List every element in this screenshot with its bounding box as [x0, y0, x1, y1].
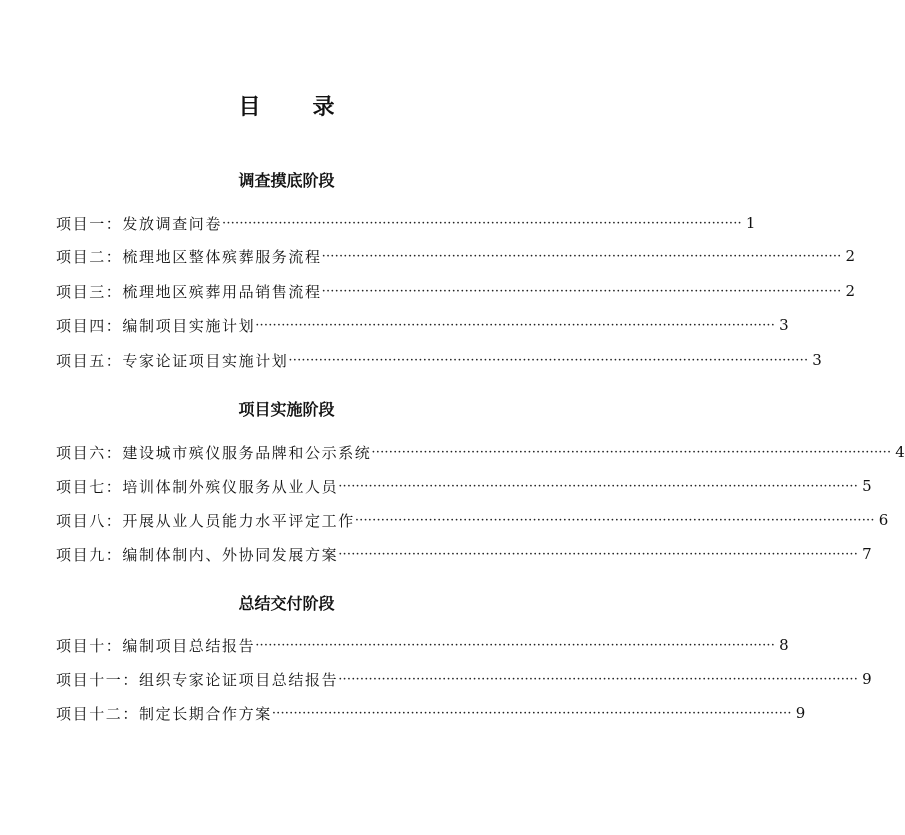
toc-entry-page: 1	[745, 214, 756, 232]
toc-entry-page: 4	[895, 443, 905, 461]
toc-leader-dots: ························································································································	[321, 248, 842, 264]
page-title-part2: 录	[312, 95, 335, 120]
toc-entry-page: 7	[862, 545, 872, 563]
toc-entry-page: 9	[862, 670, 872, 688]
toc-entry[interactable]	[56, 668, 872, 690]
section-heading-survey: 调查摸底阶段	[238, 171, 335, 190]
toc-entry-page: 5	[862, 477, 872, 495]
toc-entry[interactable]	[56, 314, 789, 336]
toc-entry-page: 9	[795, 704, 806, 722]
toc-leader-dots: ························································································································	[354, 512, 875, 528]
toc-entry-page: 8	[779, 636, 789, 654]
toc-entry[interactable]	[56, 543, 872, 565]
toc-entry[interactable]	[56, 245, 856, 267]
toc-leader-dots: ························································································································	[222, 215, 742, 231]
toc-entry-label: 项目七：培训体制外殡仪服务从业人员	[56, 477, 339, 496]
toc-leader-dots: ························································································································	[338, 478, 859, 494]
toc-leader-dots: ························································································································	[321, 283, 842, 299]
toc-entry-label: 项目六：建设城市殡仪服务品牌和公示系统	[56, 443, 372, 462]
toc-entry-label: 项目五：专家论证项目实施计划	[56, 351, 289, 370]
toc-entry[interactable]	[56, 475, 872, 497]
toc-entry-label: 项目一：发放调查问卷	[56, 214, 223, 233]
page-title-part1: 目	[238, 95, 261, 120]
toc-entry-page: 3	[779, 316, 789, 334]
toc-entry[interactable]	[56, 212, 756, 234]
toc-leader-dots: ························································································································	[338, 546, 859, 562]
toc-entry-page: 2	[845, 282, 856, 300]
section-heading-summary: 总结交付阶段	[238, 594, 335, 613]
toc-leader-dots: ························································································································	[338, 671, 859, 687]
toc-entry[interactable]	[56, 509, 889, 531]
toc-leader-dots: ························································································································	[371, 444, 892, 460]
toc-entry[interactable]	[56, 280, 856, 302]
toc-entry-label: 项目三：梳理地区殡葬用品销售流程	[56, 282, 322, 301]
toc-entry-label: 项目十一：组织专家论证项目总结报告	[56, 670, 339, 689]
toc-leader-dots: ························································································································	[271, 705, 792, 721]
toc-entry-page: 3	[812, 351, 822, 369]
toc-leader-dots: ························································································································	[255, 317, 776, 333]
toc-entry-page: 6	[878, 511, 889, 529]
toc-entry-label: 项目八：开展从业人员能力水平评定工作	[56, 511, 355, 530]
toc-entry[interactable]	[56, 634, 789, 656]
toc-entry-label: 项目十：编制项目总结报告	[56, 636, 256, 655]
toc-entry[interactable]	[56, 702, 806, 724]
toc-entry-label: 项目四：编制项目实施计划	[56, 316, 256, 335]
toc-leader-dots: ························································································································	[288, 352, 809, 368]
toc-entry-label: 项目十二：制定长期合作方案	[56, 704, 272, 723]
toc-entry-page: 2	[845, 247, 856, 265]
toc-entry-label: 项目九：编制体制内、外协同发展方案	[56, 545, 339, 564]
page-title	[0, 90, 573, 121]
toc-entry[interactable]	[56, 441, 905, 463]
section-heading-implementation: 项目实施阶段	[238, 400, 335, 419]
toc-leader-dots: ························································································································	[255, 637, 776, 653]
toc-entry[interactable]	[56, 349, 822, 371]
toc-entry-label: 项目二：梳理地区整体殡葬服务流程	[56, 247, 322, 266]
